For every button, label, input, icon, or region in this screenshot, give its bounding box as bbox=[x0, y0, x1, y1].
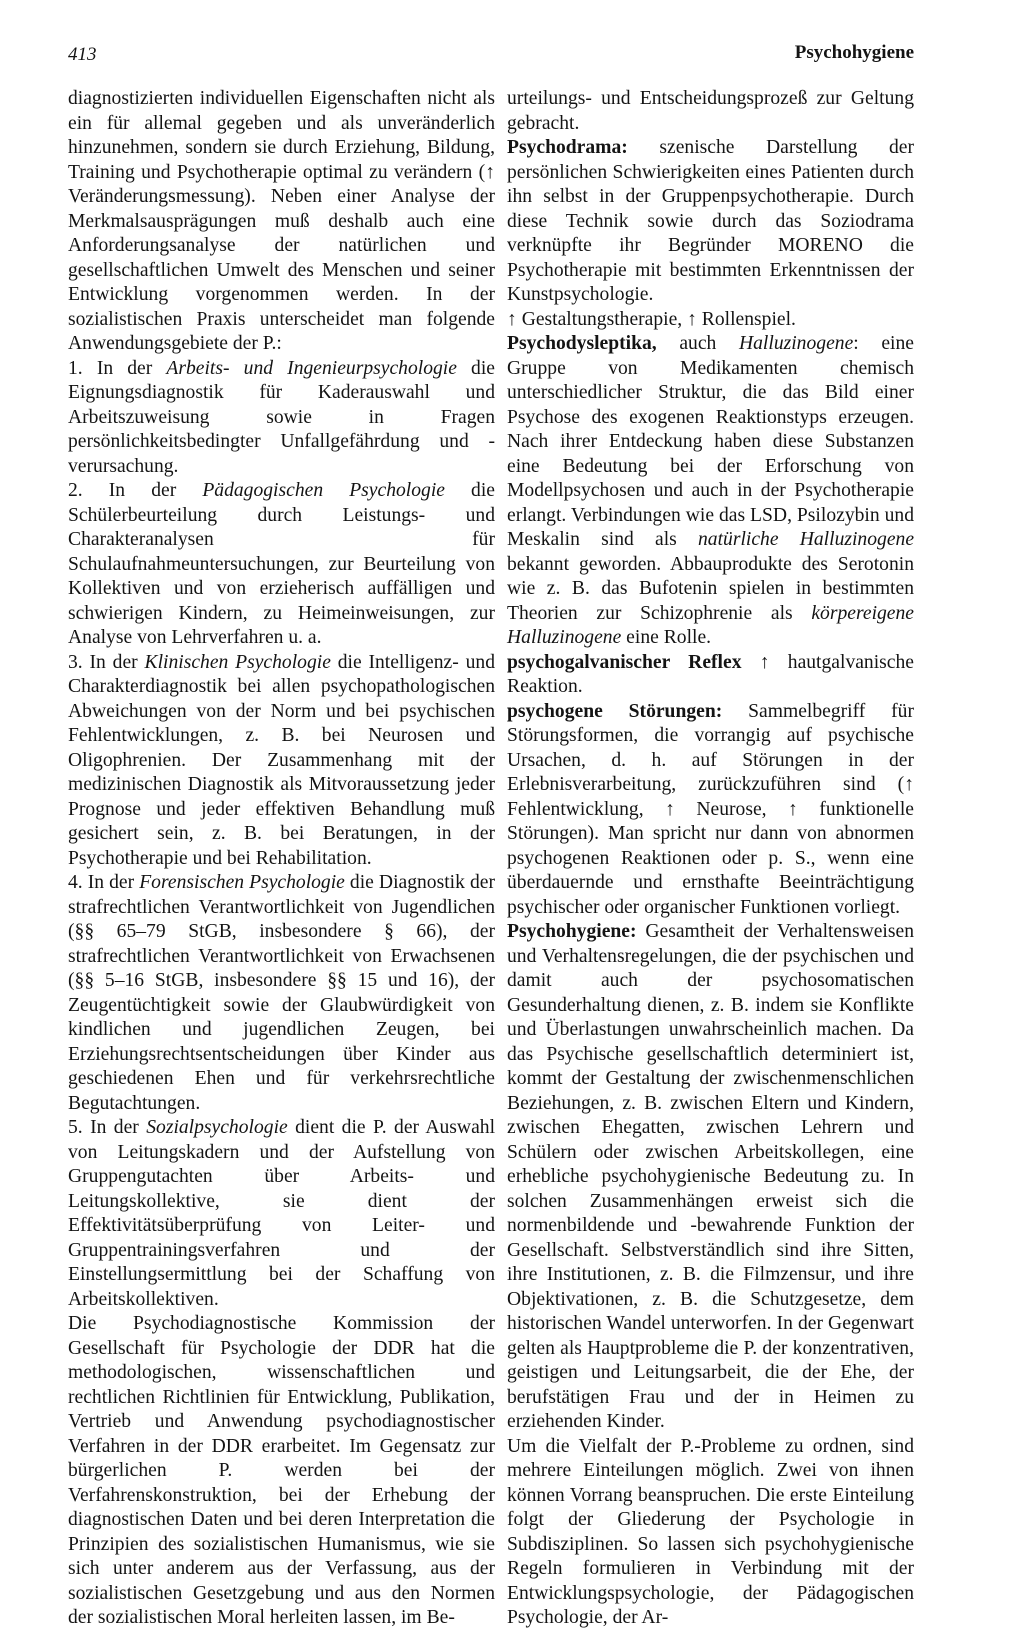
left-column bbox=[68, 87, 495, 1631]
paragraph-continuation: urteilungs- und Entscheidungsprozeß zur Geltung gebracht. bbox=[507, 88, 914, 134]
entry-synonym: Halluzinogene bbox=[738, 333, 854, 354]
entry-emphasis: körpereigene Halluzinogene bbox=[507, 602, 914, 648]
entry-term: Psychohygiene: bbox=[507, 921, 637, 942]
entry-psychohygiene bbox=[507, 920, 914, 1435]
entry-psychogene-stoerungen bbox=[507, 700, 914, 921]
item-number: 3. In der bbox=[68, 651, 145, 673]
entry-text: bekannt geworden. Abbauprodukte des Serotonin wie z. B. das Bufotenin spielen in bestimmten Theorien zur Schizophrenie als bbox=[507, 553, 914, 624]
entry-psychogalvanischer-reflex bbox=[507, 651, 914, 700]
item-number: 4. In der bbox=[68, 872, 140, 893]
entry-text: eine Rolle. bbox=[621, 627, 712, 648]
entry-term: Psychodysleptika, bbox=[507, 333, 657, 354]
field-name: Pädagogischen Psychologie bbox=[202, 480, 445, 501]
item-number: 1. In der bbox=[68, 357, 167, 379]
entry-term: psychogene Störungen: bbox=[507, 700, 723, 722]
item-text: die Eignungsdiagnostik für Kaderauswahl und Arbeitszuweisung sowie in Fragen persönlichkeitsbedingter Unfallgefährdung und -verursachung. bbox=[68, 357, 495, 477]
entry-emphasis: natürliche Halluzinogene bbox=[697, 529, 915, 550]
list-item bbox=[68, 357, 495, 480]
list-item bbox=[68, 1116, 495, 1312]
item-text: die Diagnostik der strafrechtlichen Verantwortlichkeit von Jugendlichen (§§ 65–79 StGB, insbesondere § 66), der strafrechtlichen Verantwortlichkeit von Erwachsenen (§§ 5–16 StGB, insbesondere §§ 15 und 16), der Zeugentüchtigkeit sowie der Glaubwürdigkeit von kindlichen und jugendlichen Zeugen, bei Erziehungsrechtsentscheidungen über Kinder aus geschiedenen Ehen und für verkehrsrechtliche Begutachtungen. bbox=[68, 872, 495, 1114]
paragraph-psychohygiene-2: Um die Vielfalt der P.-Probleme zu ordnen, sind mehrere Einteilungen möglich. Zwei von ihnen können Vorrang beanspruchen. Die erste Einteilung folgt der Gliederung der Psychologie in Subdisziplinen. So lassen sich psychohygienische Regeln formulieren in Verbindung mit der Entwicklungspsychologie, der Pädagogischen Psychologie, der Ar- bbox=[507, 1435, 914, 1628]
entry-psychodysleptika bbox=[507, 332, 914, 651]
entry-text: Sammelbegriff für Störungsformen, die vorrangig auf psychische Ursachen, d. h. auf Störungen in der Erlebnisverarbeitung, zurückzuführen sind (↑ Fehlentwicklung, ↑ Neurose, ↑ funktionelle Störungen). Man spricht nur dann von abnormen psychogenen Reaktionen oder p. S., wenn eine überdauernde und ernsthafte Beeinträchtigung psychischer oder organischer Funktionen vorliegt. bbox=[507, 700, 914, 918]
entry-text: ↑ hautgalvanische Reaktion. bbox=[507, 651, 914, 697]
paragraph-closing: Die Psychodiagnostische Kommission der Gesellschaft für Psychologie der DDR hat die methodologischen, wissenschaftlichen und rechtlichen Richtlinien für Entwicklung, Publikation, Vertrieb und Anwendung psychodiagnostischer Verfahren in der DDR erarbeitet. Im Gegensatz zur bürgerlichen P. werden bei der Verfahrenskonstruktion, bei der Erhebung der diagnostischen Daten und bei deren Interpretation die Prinzipien des sozialistischen Humanismus, wie sie sich unter anderem aus der Verfassung, aus der sozialistischen Gesetzgebung und aus den Normen der sozialistischen Moral herleiten lassen, im Be- bbox=[68, 1313, 495, 1628]
entry-term: psychogalvanischer Reflex bbox=[507, 651, 742, 673]
item-text: dient die P. der Auswahl von Leitungskadern und der Aufstellung von Gruppengutachten über Arbeits- und Leitungskollektive, sie dient der Effektivitätsüberprüfung von Leiter- und Gruppentrainingsverfahren und der Einstellungsermittlung bei der Schaffung von Arbeitskollektiven. bbox=[68, 1117, 496, 1310]
entry-text: szenische Darstellung der persönlichen Schwierigkeiten eines Patienten durch ihn selbst in der Gruppenpsychotherapie. Durch diese Technik sowie durch das Soziodrama verknüpfte ihr Begründer MORENO die Psychotherapie mit bestimmten Erkenntnissen der Kunstpsychologie. bbox=[507, 137, 914, 305]
item-number: 2. In der bbox=[68, 480, 203, 501]
list-item bbox=[68, 871, 495, 1116]
item-text: die Schülerbeurteilung durch Leistungs- und Charakteranalysen für Schulaufnahmeuntersuchungen, zur Beurteilung von Kollektiven und von erzieherisch auffälligen und schwierigen Kindern, zu Heimeinweisungen, zur Analyse von Lehrverfahren u. a. bbox=[68, 480, 495, 648]
entry-text: auch bbox=[656, 333, 739, 354]
item-number: 5. In der bbox=[68, 1117, 147, 1138]
field-name: Sozialpsychologie bbox=[146, 1117, 288, 1138]
entry-term: Psychodrama: bbox=[507, 137, 628, 158]
paragraph-intro: diagnostizierten individuellen Eigenschaften nicht als ein für allemal gegeben und als unveränderlich hinzunehmen, sondern sie durch Erziehung, Bildung, Training und Psychotherapie optimal zu verändern (↑ Veränderungsmessung). Neben einer Analyse der Merkmalsausprägungen muß deshalb auch eine Anforderungsanalyse der natürlichen und gesellschaftlichen Umwelt des Menschen und seiner Entwicklung vorgenommen werden. In der sozialistischen Praxis unterscheidet man folgende Anwendungsgebiete der P.: bbox=[68, 88, 495, 354]
field-name: Forensischen Psychologie bbox=[139, 872, 345, 893]
field-name: Klinischen Psychologie bbox=[144, 651, 331, 673]
entry-text: Gesamtheit der Verhaltensweisen und Verhaltensregelungen, die der psychischen und damit auch der psychosomatischen Gesunderhaltung dienen, z. B. indem sie Konflikte und Überlastungen unwahrscheinlich machen. Da das Psychische gesellschaftlich determiniert ist, kommt der Gestaltung der zwischenmenschlichen Beziehungen, z. B. zwischen Eltern und Kindern, zwischen Ehegatten, zwischen Lehrern und Schülern oder zwischen Arbeitskollegen, eine erhebliche psychohygienische Bedeutung zu. In solchen Zusammenhängen erweist sich die normenbildende und -bewahrende Funktion der Gesellschaft. Selbstverständlich sind ihre Sitten, ihre Institutionen, z. B. die Filmzensur, und ihre Objektivationen, z. B. die Schutzgesetze, dem historischen Wandel unterworfen. In der Gegenwart gelten als Hauptprobleme die P. der konzentrativen, geistigen und Leitungsarbeit, die der Ehe, der berufstätigen Frau und der in Heimen zu erziehenden Kinder. bbox=[507, 921, 914, 1432]
list-item bbox=[68, 651, 495, 872]
item-text: die Intelligenz- und Charakterdiagnostik bei allen psychopathologischen Abweichungen von der Norm und bei psychischen Fehlentwicklungen, z. B. bei Neurosen und Oligophrenien. Der Zusammenhang mit der medizinischen Diagnostik als Mitvoraussetzung jeder Prognose und jeder effektiven Behandlung muß gesichert sein, z. B. bei Beratungen, in der Psychotherapie und bei Rehabilitation. bbox=[68, 651, 495, 869]
running-head: Psychohygiene bbox=[794, 42, 914, 63]
entry-text: : eine Gruppe von Medikamenten chemisch unterschiedlicher Struktur, die das Bild einer Psychose des exogenen Reaktionstyps erzeugen. Nach ihrer Entdeckung haben diese Substanzen eine Bedeutung bei der Erforschung von Modellpsychosen und auch in der Psychotherapie erlangt. Verbindungen wie das LSD, Psilozybin und Meskalin sind als bbox=[507, 333, 914, 550]
entry-psychodrama bbox=[507, 136, 914, 308]
field-name: Arbeits- und Ingenieurpsychologie bbox=[166, 357, 457, 379]
right-column bbox=[507, 87, 914, 1631]
entry-cross-references: ↑ Gestaltungstherapie, ↑ Rollenspiel. bbox=[507, 308, 796, 330]
page-number: 413 bbox=[68, 44, 97, 65]
list-item bbox=[68, 479, 495, 651]
